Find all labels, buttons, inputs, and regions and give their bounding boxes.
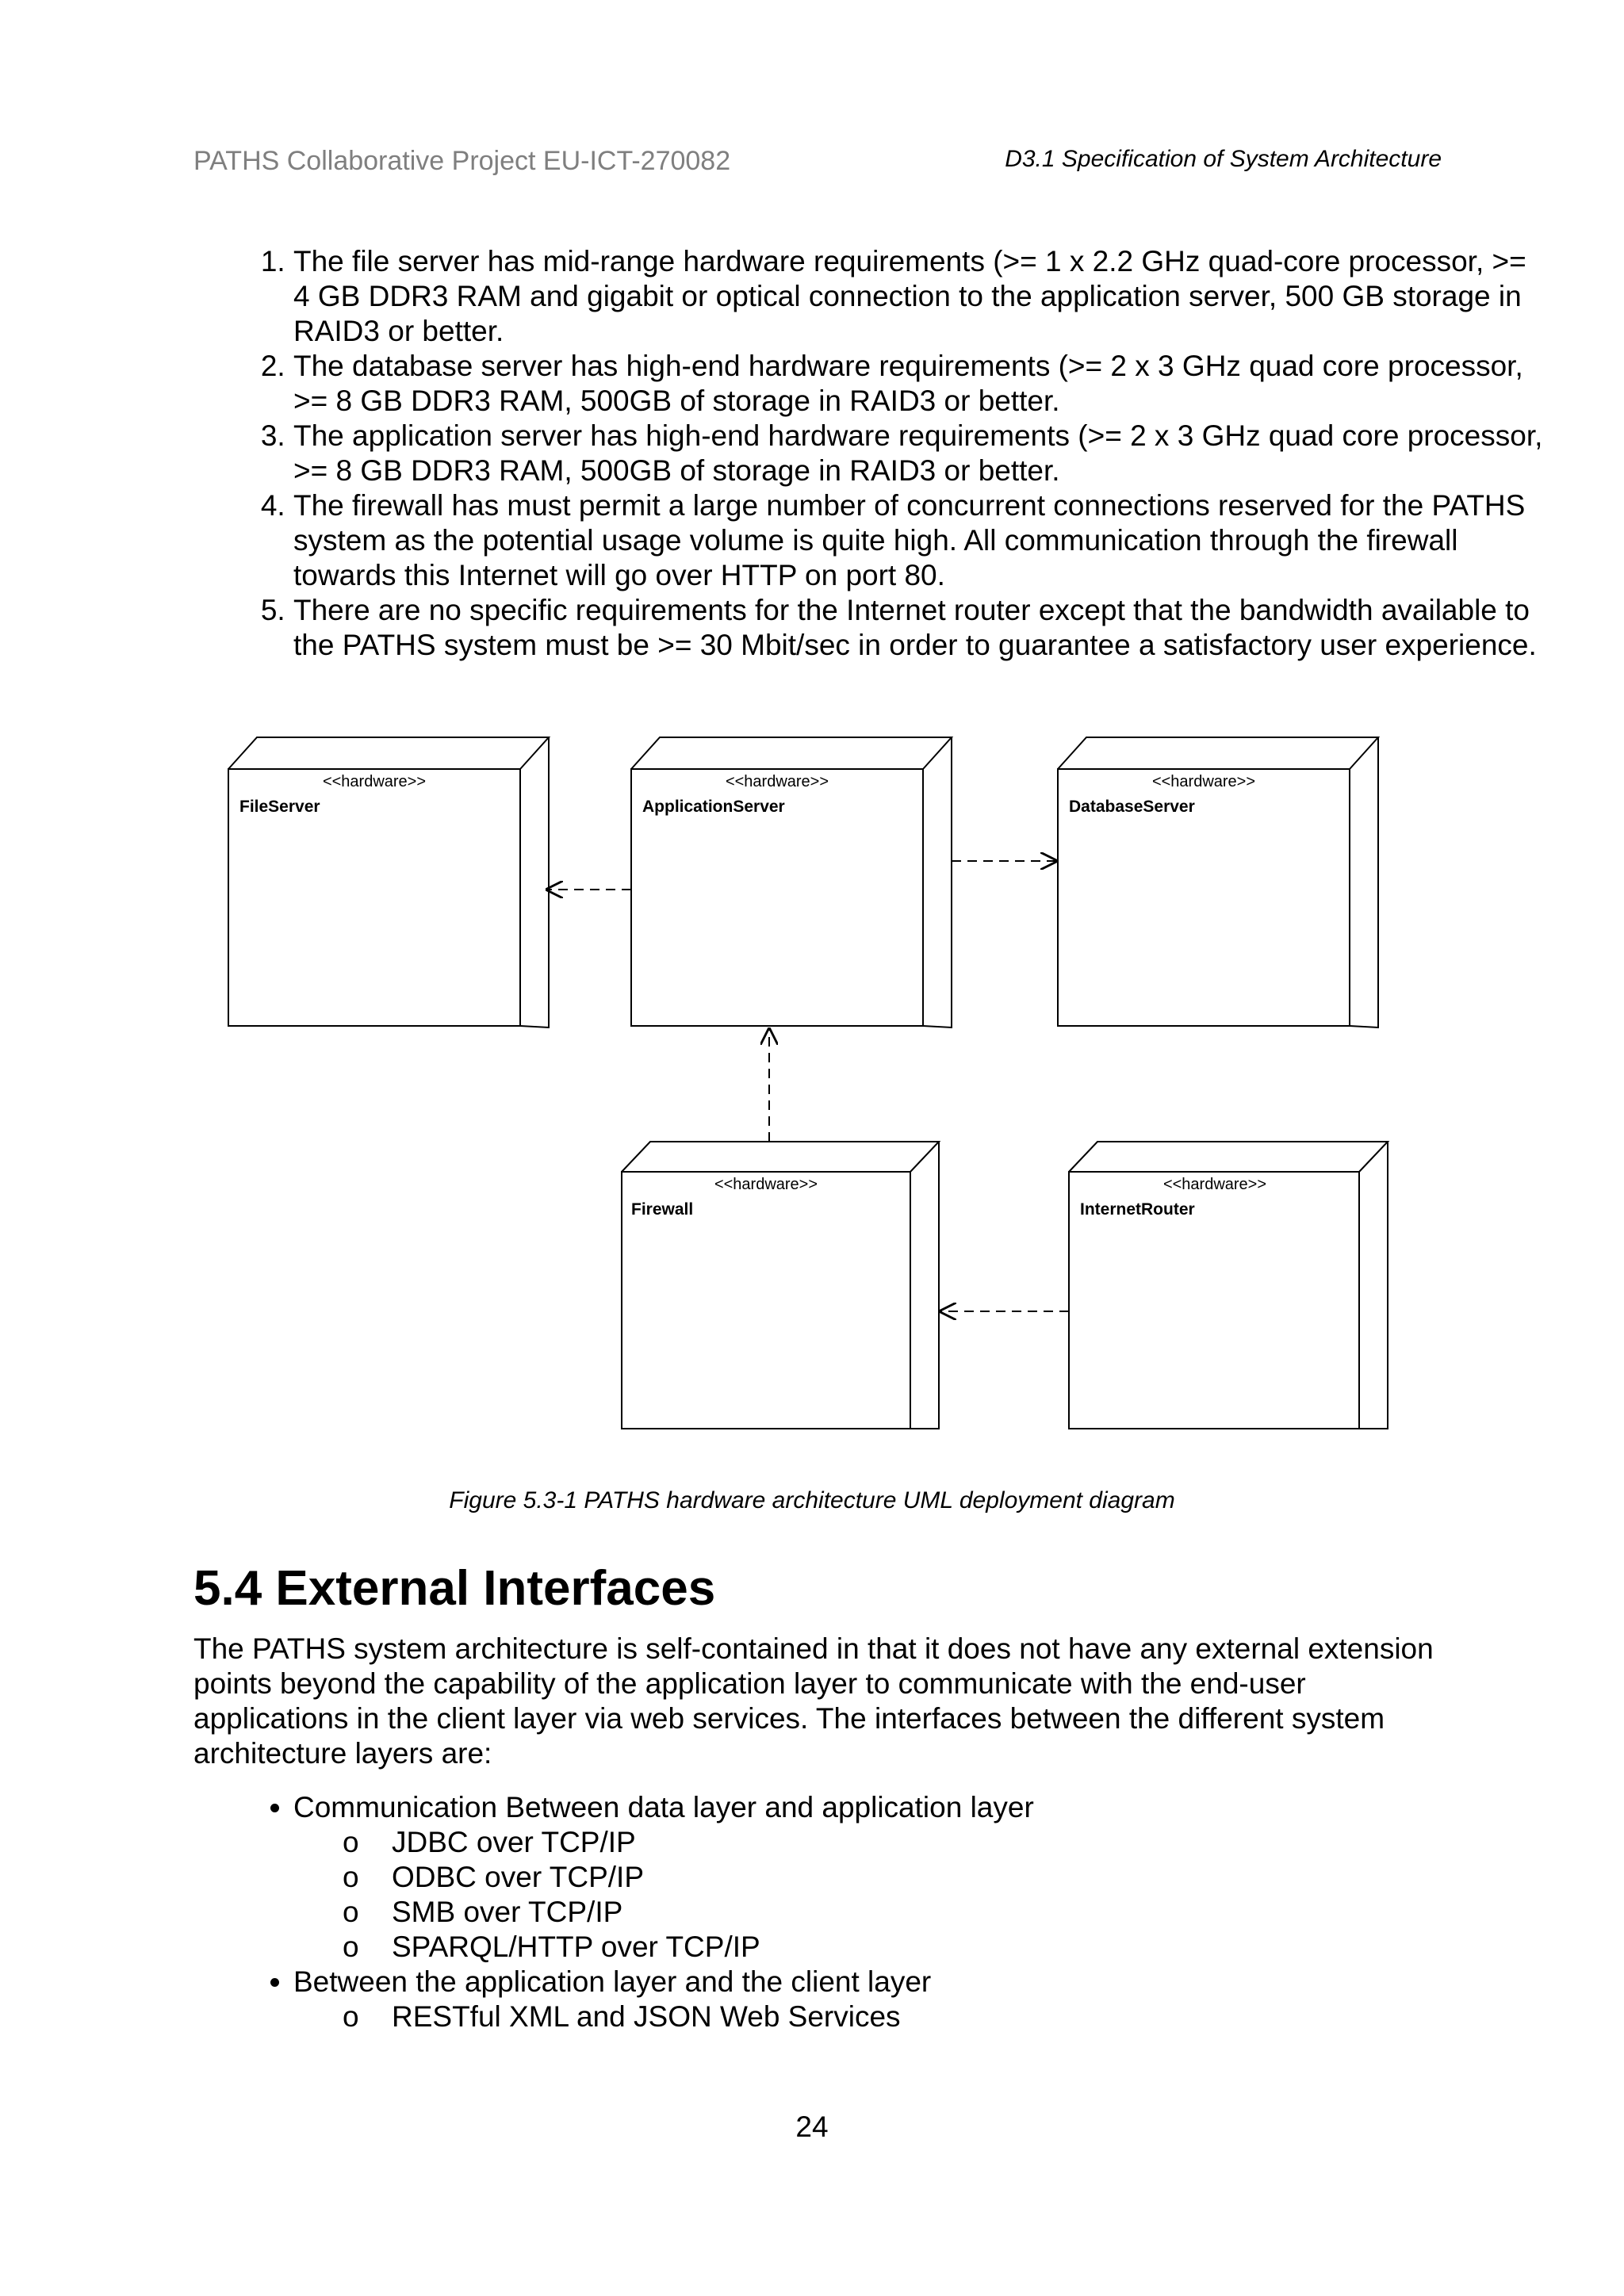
node-label: ApplicationServer bbox=[642, 798, 785, 816]
header-document-title: D3.1 Specification of System Architecture bbox=[1005, 146, 1442, 172]
requirement-item: 4. The firewall has must permit a large number of concurrent connections reserved for the PATHS system as the potential usage volume is quite high. All communication through the firewall towards this Internet will go over HTTP on port 80. bbox=[293, 488, 1546, 593]
header-project: PATHS Collaborative Project EU-ICT-270082 bbox=[193, 146, 731, 176]
protocol-item: o JDBC over TCP/IP bbox=[392, 1825, 1546, 1860]
node-file-server bbox=[228, 737, 549, 1027]
protocol-sublist bbox=[293, 1999, 1546, 2034]
node-application-server bbox=[631, 737, 952, 1027]
protocol-item: o SMB over TCP/IP bbox=[392, 1895, 1546, 1930]
node-label: Firewall bbox=[631, 1200, 694, 1219]
interface-bullet bbox=[293, 1965, 1546, 2034]
node-stereotype: <<hardware>> bbox=[322, 773, 427, 790]
hardware-requirements-list bbox=[193, 244, 1546, 663]
protocol-item: o SPARQL/HTTP over TCP/IP bbox=[392, 1930, 1546, 1965]
node-label: FileServer bbox=[239, 798, 320, 816]
uml-deployment-diagram bbox=[214, 721, 1404, 1443]
section-heading: 5.4 External Interfaces bbox=[193, 1561, 716, 1616]
requirement-item: 5. There are no specific requirements for the Internet router except that the bandwidth available to the PATHS system must be >= 30 Mbit/sec in order to guarantee a satisfactory user experience. bbox=[293, 593, 1546, 663]
node-internet-router bbox=[1069, 1142, 1388, 1429]
interface-bullet bbox=[293, 1790, 1546, 1965]
interfaces-list bbox=[193, 1790, 1546, 2034]
node-stereotype: <<hardware>> bbox=[1162, 1176, 1267, 1193]
requirement-item: 3. The application server has high-end hardware requirements (>= 2 x 3 GHz quad core processor, >= 8 GB DDR3 RAM, 500GB of storage in RAID3 or better. bbox=[293, 419, 1546, 488]
section-intro: The PATHS system architecture is self-contained in that it does not have any external extension points beyond the capability of the application layer to communicate with the end-user applications in the client layer via web services. The interfaces between the different system architecture layers are: bbox=[193, 1632, 1434, 1770]
bullet-label: Communication Between data layer and application layer bbox=[293, 1791, 1034, 1823]
protocol-item: o RESTful XML and JSON Web Services bbox=[392, 1999, 1546, 2034]
figure-caption: Figure 5.3-1 PATHS hardware architecture UML deployment diagram bbox=[449, 1487, 1175, 1513]
node-firewall bbox=[622, 1142, 939, 1429]
requirement-item: 2. The database server has high-end hardware requirements (>= 2 x 3 GHz quad core processor, >= 8 GB DDR3 RAM, 500GB of storage in RAID3 or better. bbox=[293, 349, 1546, 419]
protocol-item: o ODBC over TCP/IP bbox=[392, 1860, 1546, 1895]
node-label: DatabaseServer bbox=[1069, 798, 1195, 816]
requirement-item: 1. The file server has mid-range hardware requirements (>= 1 x 2.2 GHz quad-core processor, >= 4 GB DDR3 RAM and gigabit or optical connection to the application server, 500 GB storage in RAID3 or better. bbox=[293, 244, 1546, 349]
node-database-server bbox=[1058, 737, 1378, 1027]
protocol-sublist bbox=[293, 1825, 1546, 1965]
node-stereotype: <<hardware>> bbox=[714, 1176, 818, 1193]
node-stereotype: <<hardware>> bbox=[725, 773, 829, 790]
node-stereotype: <<hardware>> bbox=[1151, 773, 1256, 790]
node-label: InternetRouter bbox=[1080, 1200, 1195, 1219]
page-number: 24 bbox=[795, 2110, 829, 2143]
bullet-label: Between the application layer and the client layer bbox=[293, 1965, 932, 1998]
